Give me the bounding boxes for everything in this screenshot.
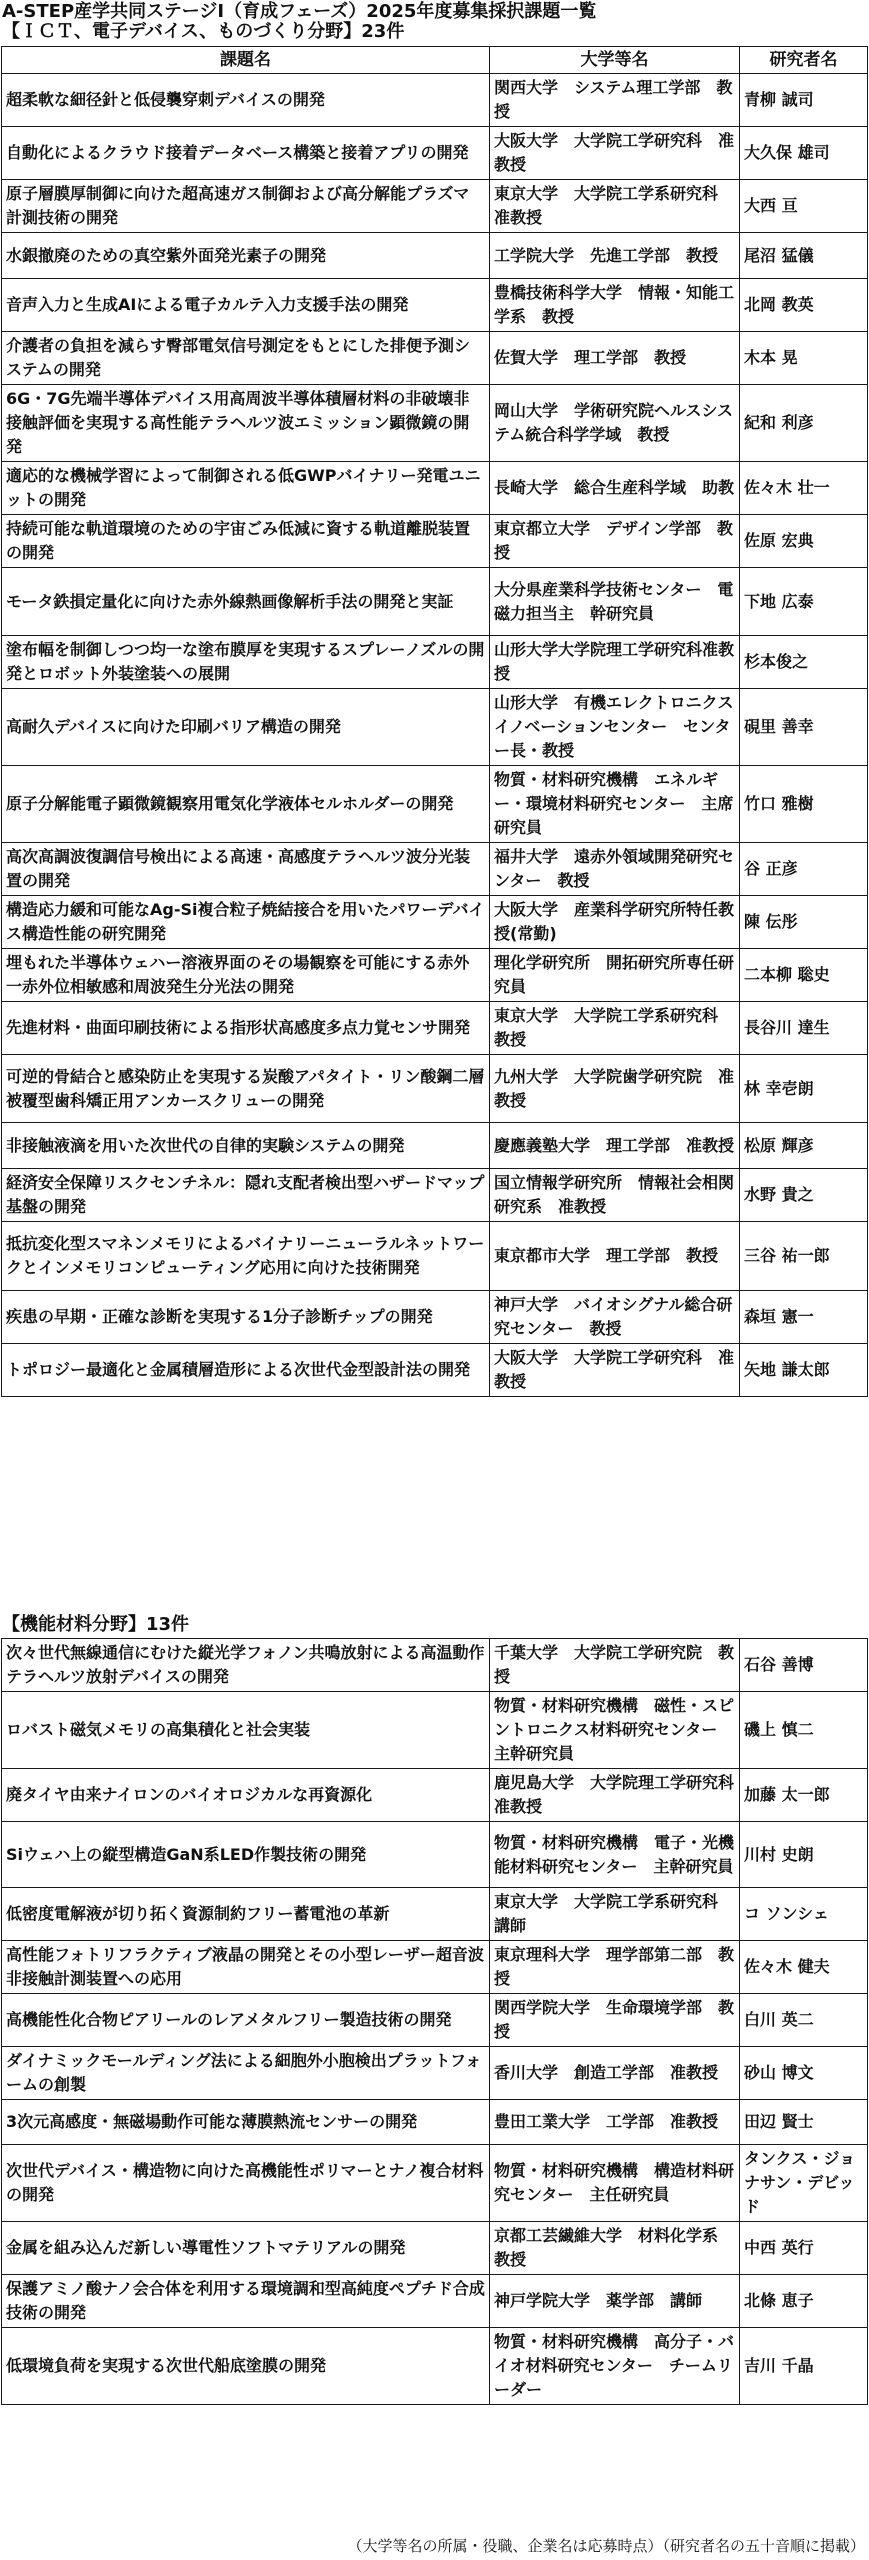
topic-cell: 次々世代無線通信にむけた縦光学フォノン共鳴放射による高温動作テラヘルツ放射デバイスの開発: [2, 1639, 490, 1692]
institution-cell: 佐賀大学 理工学部 教授: [490, 332, 740, 385]
header-institution: 大学等名: [490, 47, 740, 74]
institution-cell: 長崎大学 総合生産科学域 助教: [490, 462, 740, 515]
topic-cell: 埋もれた半導体ウェハー溶液界面のその場観察を可能にする赤外一赤外位相敏感和周波発生分光法の開発: [2, 949, 490, 1002]
topic-cell: 可逆的骨結合と感染防止を実現する炭酸アパタイト・リン酸鋼二層被覆型歯科矯正用アンカースクリューの開発: [2, 1055, 490, 1123]
table-row: [2, 180, 868, 233]
researcher-cell: 北條 恵子: [740, 2275, 868, 2328]
institution-cell: 物質・材料研究機構 磁性・スピントロニクス材料研究センター 主幹研究員: [490, 1692, 740, 1769]
table-body-ict: [2, 74, 868, 1397]
researcher-cell: 青柳 誠司: [740, 74, 868, 127]
institution-cell: 工学院大学 先進工学部 教授: [490, 233, 740, 279]
table-row: [2, 74, 868, 127]
table-row: [2, 2047, 868, 2100]
institution-cell: 東京大学 大学院工学系研究科 講師: [490, 1888, 740, 1941]
researcher-cell: コ ソンシェ: [740, 1888, 868, 1941]
footnote: （大学等名の所属・役職、企業名は応募時点）（研究者名の五十音順に掲載）: [347, 2537, 865, 2555]
topic-cell: 水銀撤廃のための真空紫外面発光素子の開発: [2, 233, 490, 279]
institution-cell: 千葉大学 大学院工学研究院 教授: [490, 1639, 740, 1692]
table-row: [2, 1123, 868, 1169]
table-row: [2, 2145, 868, 2222]
table-row: [2, 1002, 868, 1055]
table-row: [2, 1769, 868, 1822]
institution-cell: 福井大学 遠赤外領域開発研究センター 教授: [490, 843, 740, 896]
topic-cell: 非接触液滴を用いた次世代の自律的実験システムの開発: [2, 1123, 490, 1169]
topic-cell: 疾患の早期・正確な診断を実現する1分子診断チップの開発: [2, 1291, 490, 1344]
researcher-cell: 水野 貴之: [740, 1169, 868, 1222]
table-row: [2, 949, 868, 1002]
institution-cell: 東京大学 大学院工学系研究科 准教授: [490, 180, 740, 233]
researcher-cell: 大久保 雄司: [740, 127, 868, 180]
researcher-cell: 佐々木 健夫: [740, 1941, 868, 1994]
header-researcher: 研究者名: [740, 47, 868, 74]
researcher-cell: 加藤 太一郎: [740, 1769, 868, 1822]
institution-cell: 京都工芸繊維大学 材料化学系 教授: [490, 2222, 740, 2275]
table-row: [2, 1994, 868, 2047]
institution-cell: 東京都立大学 デザイン学部 教授: [490, 515, 740, 568]
topic-cell: Siウェハ上の縦型構造GaN系LED作製技術の開発: [2, 1822, 490, 1888]
researcher-cell: 三谷 祐一郎: [740, 1222, 868, 1291]
table-row: [2, 1639, 868, 1692]
topic-cell: 原子分解能電子顕微鏡観察用電気化学液体セルホルダーの開発: [2, 766, 490, 843]
institution-cell: 鹿児島大学 大学院理工学研究科 准教授: [490, 1769, 740, 1822]
researcher-cell: 竹口 雅樹: [740, 766, 868, 843]
researcher-cell: 白川 英二: [740, 1994, 868, 2047]
topic-cell: 自動化によるクラウド接着データベース構築と接着アプリの開発: [2, 127, 490, 180]
topic-cell: 超柔軟な細径針と低侵襲穿刺デバイスの開発: [2, 74, 490, 127]
header-topic: 課題名: [2, 47, 490, 74]
table-row: [2, 1055, 868, 1123]
topic-cell: 高機能性化合物ピアリールのレアメタルフリー製造技術の開発: [2, 1994, 490, 2047]
researcher-cell: 林 幸壱朗: [740, 1055, 868, 1123]
institution-cell: 大阪大学 大学院工学研究科 准教授: [490, 127, 740, 180]
institution-cell: 山形大学大学院理工学研究科准教授: [490, 636, 740, 689]
topic-cell: ロバスト磁気メモリの高集積化と社会実装: [2, 1692, 490, 1769]
researcher-cell: 吉川 千晶: [740, 2328, 868, 2405]
table-row: [2, 568, 868, 636]
topic-cell: 金属を組み込んだ新しい導電性ソフトマテリアルの開発: [2, 2222, 490, 2275]
topic-cell: 6G・7G先端半導体デバイス用高周波半導体積層材料の非破壊非接触評価を実現する高性能テラヘルツ波エミッション顕微鏡の開発: [2, 385, 490, 462]
institution-cell: 東京理科大学 理学部第二部 教授: [490, 1941, 740, 1994]
topic-cell: 持続可能な軌道環境のための宇宙ごみ低減に資する軌道離脱装置の開発: [2, 515, 490, 568]
researcher-cell: 陳 伝彤: [740, 896, 868, 949]
institution-cell: 物質・材料研究機構 構造材料研究センター 主任研究員: [490, 2145, 740, 2222]
table-row: [2, 515, 868, 568]
table-row: [2, 1822, 868, 1888]
topic-cell: 高耐久デバイスに向けた印刷バリア構造の開発: [2, 689, 490, 766]
institution-cell: 物質・材料研究機構 電子・光機能材料研究センター 主幹研究員: [490, 1822, 740, 1888]
table-row: [2, 843, 868, 896]
topic-cell: 廃タイヤ由来ナイロンのバイオロジカルな再資源化: [2, 1769, 490, 1822]
topic-cell: 低環境負荷を実現する次世代船底塗膜の開発: [2, 2328, 490, 2405]
researcher-cell: 木本 晃: [740, 332, 868, 385]
researcher-cell: 佐原 宏典: [740, 515, 868, 568]
institution-cell: 岡山大学 学術研究院ヘルスシステム統合科学学域 教授: [490, 385, 740, 462]
topic-cell: 高性能フォトリフラクティブ液晶の開発とその小型レーザー超音波非接触計測装置への応用: [2, 1941, 490, 1994]
table-row: [2, 1291, 868, 1344]
topic-cell: 低密度電解液が切り拓く資源制約フリー蓄電池の革新: [2, 1888, 490, 1941]
institution-cell: 豊橋技術科学大学 情報・知能工学系 教授: [490, 279, 740, 332]
table-row: [2, 462, 868, 515]
table-row: [2, 1888, 868, 1941]
researcher-cell: 磯上 慎二: [740, 1692, 868, 1769]
institution-cell: 関西大学 システム理工学部 教授: [490, 74, 740, 127]
institution-cell: 九州大学 大学院歯学研究院 准教授: [490, 1055, 740, 1123]
researcher-cell: 北岡 教英: [740, 279, 868, 332]
section-label-ict: 【ＩＣＴ、電子デバイス、ものづくり分野】23件: [2, 21, 405, 42]
researcher-cell: 尾沼 猛儀: [740, 233, 868, 279]
topic-cell: 適応的な機械学習によって制御される低GWPバイナリー発電ユニットの開発: [2, 462, 490, 515]
table-row: [2, 636, 868, 689]
table-row: [2, 233, 868, 279]
adopted-topics-table-ict: [1, 46, 868, 1397]
researcher-cell: 大西 亘: [740, 180, 868, 233]
topic-cell: 抵抗変化型スマネンメモリによるバイナリーニューラルネットワークとインメモリコンピューティング応用に向けた技術開発: [2, 1222, 490, 1291]
topic-cell: モータ鉄損定量化に向けた赤外線熱画像解析手法の開発と実証: [2, 568, 490, 636]
table-row: [2, 2222, 868, 2275]
topic-cell: 塗布幅を制御しつつ均一な塗布膜厚を実現するスプレーノズルの開発とロボット外装塗装への展開: [2, 636, 490, 689]
institution-cell: 香川大学 創造工学部 准教授: [490, 2047, 740, 2100]
table-row: [2, 2100, 868, 2145]
table-row: [2, 1941, 868, 1994]
table-body-functional-materials: [2, 1639, 868, 2405]
table-row: [2, 896, 868, 949]
researcher-cell: 紀和 利彦: [740, 385, 868, 462]
institution-cell: 神戸大学 バイオシグナル総合研究センター 教授: [490, 1291, 740, 1344]
researcher-cell: 石谷 善博: [740, 1639, 868, 1692]
researcher-cell: 川村 史朗: [740, 1822, 868, 1888]
researcher-cell: タンクス・ジョナサン・デビッド: [740, 2145, 868, 2222]
researcher-cell: 長谷川 達生: [740, 1002, 868, 1055]
institution-cell: 国立情報学研究所 情報社会相関研究系 准教授: [490, 1169, 740, 1222]
institution-cell: 東京大学 大学院工学系研究科 教授: [490, 1002, 740, 1055]
researcher-cell: 矢地 謙太郎: [740, 1344, 868, 1397]
institution-cell: 大分県産業科学技術センター 電磁力担当主 幹研究員: [490, 568, 740, 636]
institution-cell: 豊田工業大学 工学部 准教授: [490, 2100, 740, 2145]
table-row: [2, 1222, 868, 1291]
adopted-topics-table-functional-materials: [1, 1638, 868, 2405]
topic-cell: 保護アミノ酸ナノ会合体を利用する環境調和型高純度ペプチド合成技術の開発: [2, 2275, 490, 2328]
topic-cell: 高次高調波復調信号検出による高速・高感度テラヘルツ波分光装置の開発: [2, 843, 490, 896]
researcher-cell: 佐々木 壮一: [740, 462, 868, 515]
topic-cell: 音声入力と生成AIによる電子カルテ入力支援手法の開発: [2, 279, 490, 332]
table-row: [2, 689, 868, 766]
institution-cell: 物質・材料研究機構 エネルギー・環境材料研究センター 主席研究員: [490, 766, 740, 843]
table-row: [2, 1169, 868, 1222]
researcher-cell: 硯里 善幸: [740, 689, 868, 766]
institution-cell: 大阪大学 大学院工学研究科 准教授: [490, 1344, 740, 1397]
institution-cell: 関西学院大学 生命環境学部 教授: [490, 1994, 740, 2047]
institution-cell: 物質・材料研究機構 高分子・バイオ材料研究センター チームリーダー: [490, 2328, 740, 2405]
table-row: [2, 1344, 868, 1397]
table-row: [2, 279, 868, 332]
researcher-cell: 中西 英行: [740, 2222, 868, 2275]
topic-cell: 介護者の負担を減らす臀部電気信号測定をもとにした排便予測システムの開発: [2, 332, 490, 385]
topic-cell: 3次元高感度・無磁場動作可能な薄膜熱流センサーの開発: [2, 2100, 490, 2145]
institution-cell: 大阪大学 産業科学研究所特任教授(常勤): [490, 896, 740, 949]
topic-cell: ダイナミックモールディング法による細胞外小胞検出プラットフォームの創製: [2, 2047, 490, 2100]
researcher-cell: 森垣 憲一: [740, 1291, 868, 1344]
topic-cell: 先進材料・曲面印刷技術による指形状高感度多点力覚センサ開発: [2, 1002, 490, 1055]
table-row: [2, 2328, 868, 2405]
institution-cell: 東京都市大学 理工学部 教授: [490, 1222, 740, 1291]
researcher-cell: 杉本俊之: [740, 636, 868, 689]
table-row: [2, 385, 868, 462]
table-row: [2, 1692, 868, 1769]
topic-cell: 構造応力緩和可能なAg-Si複合粒子焼結接合を用いたパワーデバイス構造性能の研究開発: [2, 896, 490, 949]
topic-cell: 経済安全保障リスクセンチネル：隠れ支配者検出型ハザードマップ基盤の開発: [2, 1169, 490, 1222]
table-row: [2, 766, 868, 843]
topic-cell: 原子層膜厚制御に向けた超高速ガス制御および高分解能プラズマ計測技術の開発: [2, 180, 490, 233]
institution-cell: 理化学研究所 開拓研究所専任研究員: [490, 949, 740, 1002]
researcher-cell: 谷 正彦: [740, 843, 868, 896]
researcher-cell: 田辺 賢士: [740, 2100, 868, 2145]
table-row: [2, 2275, 868, 2328]
table-row: [2, 332, 868, 385]
topic-cell: 次世代デバイス・構造物に向けた高機能性ポリマーとナノ複合材料の開発: [2, 2145, 490, 2222]
table-header-row: [2, 47, 868, 74]
researcher-cell: 松原 輝彦: [740, 1123, 868, 1169]
researcher-cell: 下地 広泰: [740, 568, 868, 636]
institution-cell: 神戸学院大学 薬学部 講師: [490, 2275, 740, 2328]
institution-cell: 山形大学 有機エレクトロニクスイノベーションセンター センター長・教授: [490, 689, 740, 766]
researcher-cell: 砂山 博文: [740, 2047, 868, 2100]
table-row: [2, 127, 868, 180]
topic-cell: トポロジー最適化と金属積層造形による次世代金型設計法の開発: [2, 1344, 490, 1397]
document-title: A-STEP産学共同ステージⅠ（育成フェーズ）2025年度募集採択課題一覧: [2, 1, 597, 22]
researcher-cell: 二本柳 聡史: [740, 949, 868, 1002]
institution-cell: 慶應義塾大学 理工学部 准教授: [490, 1123, 740, 1169]
section-label-functional-materials: 【機能材料分野】13件: [2, 1614, 190, 1635]
